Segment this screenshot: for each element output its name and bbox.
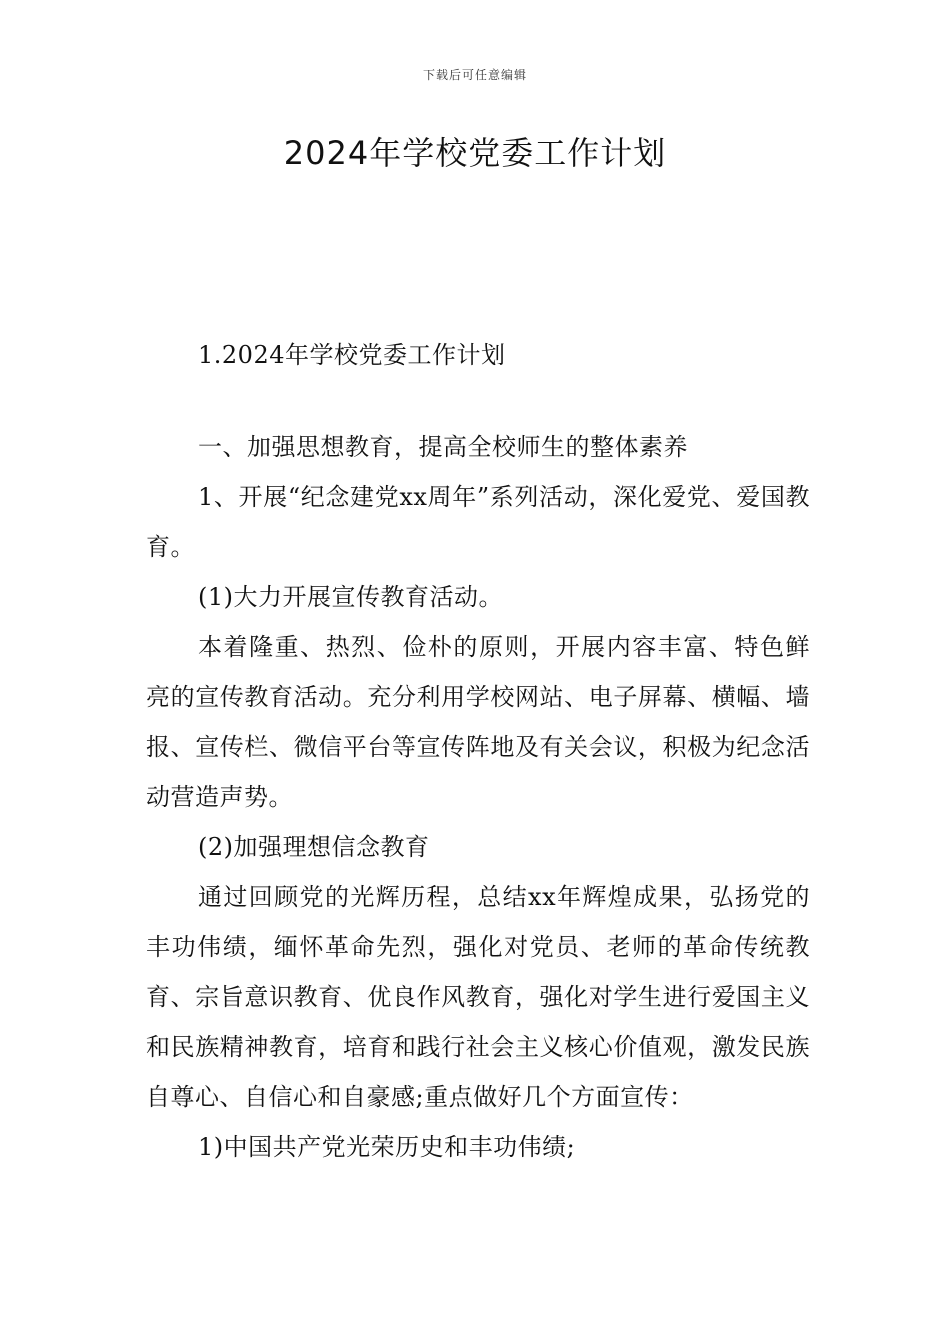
paragraph: 1、开展“纪念建党xx周年”系列活动，深化爱党、爱国教育。 bbox=[146, 483, 810, 561]
paragraph: 一、加强思想教育，提高全校师生的整体素养 bbox=[198, 433, 688, 461]
document-title: 2024年学校党委工作计划 bbox=[283, 134, 667, 172]
paragraph: (2)加强理想信念教育 bbox=[198, 833, 430, 861]
paragraph: 1)中国共产党光荣历史和丰功伟绩; bbox=[198, 1133, 576, 1161]
paragraph: 本着隆重、热烈、俭朴的原则，开展内容丰富、特色鲜亮的宣传教育活动。充分利用学校网站、电子屏幕、横幅、墙报、宣传栏、微信平台等宣传阵地及有关会议，积极为纪念活动营造声势。 bbox=[146, 633, 810, 811]
paragraph: 通过回顾党的光辉历程，总结xx年辉煌成果，弘扬党的丰功伟绩，缅怀革命先烈，强化对党员、老师的革命传统教育、宗旨意识教育、优良作风教育，强化对学生进行爱国主义和民族精神教育，培育和践行社会主义核心价值观，激发民族自尊心、自信心和自豪感;重点做好几个方面宣传： bbox=[146, 883, 810, 1111]
document-body bbox=[146, 330, 810, 1172]
section-heading: 1.2024年学校党委工作计划 bbox=[198, 341, 506, 369]
paragraph: (1)大力开展宣传教育活动。 bbox=[198, 583, 503, 611]
header-note: 下载后可任意编辑 bbox=[422, 68, 527, 82]
